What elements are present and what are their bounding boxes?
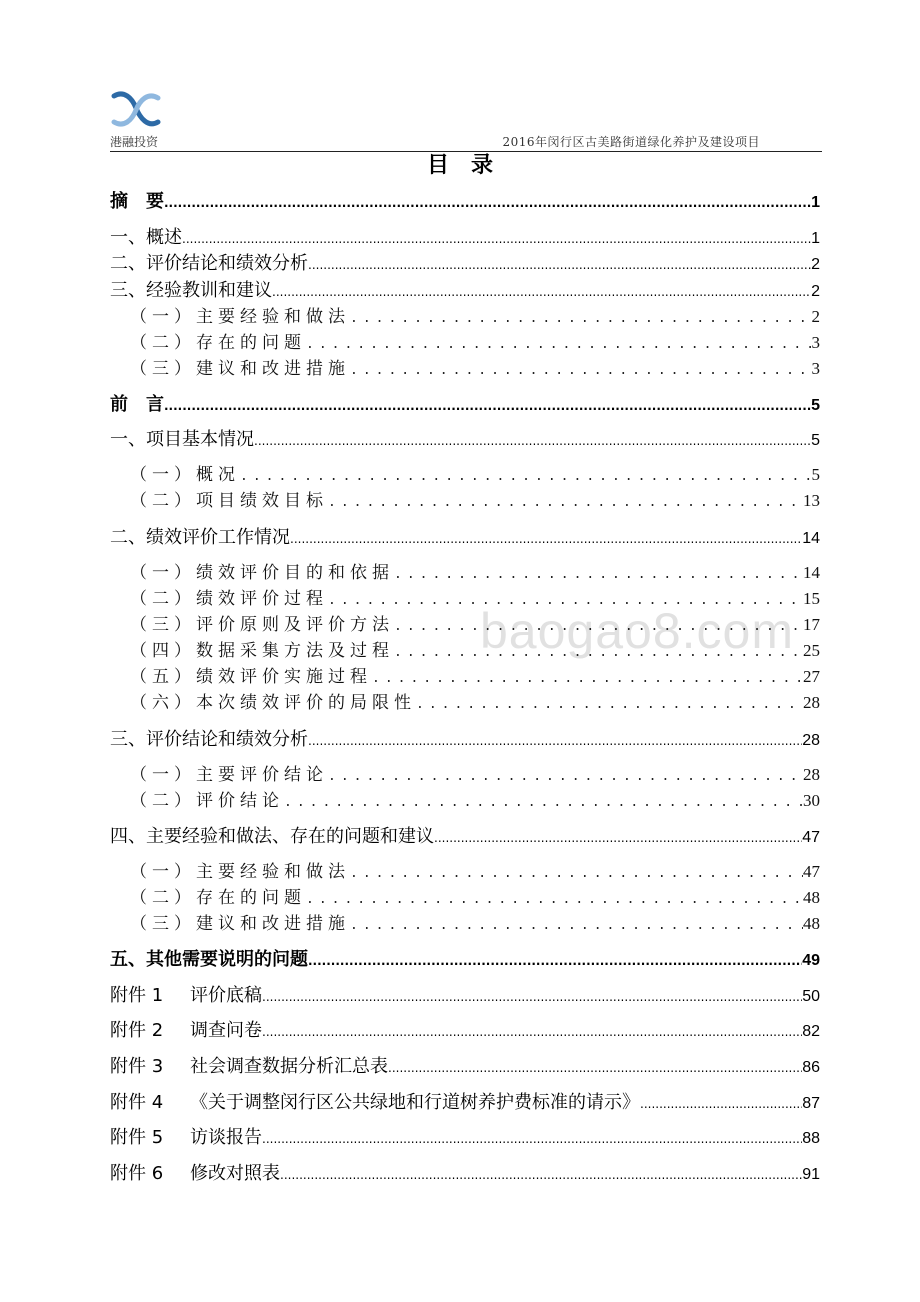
header-document-title: 2016年闵行区古美路街道绿化养护及建设项目 [502, 135, 760, 149]
toc-attachment[interactable] [110, 1055, 820, 1079]
toc-subentry[interactable] [130, 691, 820, 715]
toc-leader [308, 253, 811, 277]
toc-leader [306, 333, 812, 357]
toc-attachment[interactable] [110, 984, 820, 1008]
attachment-page: 87 [802, 1095, 820, 1112]
toc-leader [416, 693, 803, 717]
attachment-number: 附件 2 [110, 1020, 164, 1041]
toc-subentry-label: （二）项目绩效目标 [130, 491, 328, 511]
toc-entry-label: 摘 要 [110, 191, 164, 212]
company-logo [110, 88, 162, 132]
toc-subentry[interactable] [130, 789, 820, 813]
toc-entry-page: 14 [802, 530, 820, 547]
toc-subentry-page: 15 [803, 589, 820, 608]
toc-subentry-page: 3 [811, 333, 820, 352]
toc-leader [164, 394, 811, 418]
toc-leader [308, 729, 802, 753]
toc-entry-page: 28 [802, 732, 820, 749]
toc-leader [388, 1056, 802, 1080]
attachment-number: 附件 6 [110, 1163, 164, 1184]
toc-subentry-label: （五）绩效评价实施过程 [130, 667, 372, 687]
toc-subentry-label: （一）主要经验和做法 [130, 862, 350, 882]
toc-leader [394, 641, 803, 665]
toc-leader [350, 307, 812, 331]
toc-entry-page: 47 [802, 829, 820, 846]
toc-subentry-label: （二）绩效评价过程 [130, 589, 328, 609]
toc-leader [262, 1020, 802, 1044]
toc-leader [350, 914, 803, 938]
toc-leader [640, 1092, 802, 1116]
toc-entry-page: 49 [802, 952, 820, 969]
toc-subentry-page: 14 [803, 563, 820, 582]
attachment-label: 访谈报告 [190, 1127, 262, 1148]
toc-entry-page: 1 [811, 230, 820, 247]
toc-leader [350, 862, 803, 886]
toc-subentry[interactable] [130, 763, 820, 787]
toc-subentry[interactable] [130, 357, 820, 381]
attachment-label: 社会调查数据分析汇总表 [190, 1056, 388, 1077]
toc-leader [182, 227, 811, 251]
toc-entry-label: 二、评价结论和绩效分析 [110, 253, 308, 274]
toc-subentry[interactable] [130, 613, 820, 637]
toc-leader [272, 280, 811, 304]
company-name: 港融投资 [110, 135, 159, 149]
toc-subentry-label: （三）建议和改进措施 [130, 914, 350, 934]
toc-entry-label: 三、经验教训和建议 [110, 280, 272, 301]
toc-subentry-label: （四）数据采集方法及过程 [130, 641, 394, 661]
toc-leader [262, 985, 802, 1009]
toc-subentry-page: 28 [803, 765, 820, 784]
toc-attachment[interactable] [110, 1162, 820, 1186]
toc-title: 目录 [426, 153, 515, 178]
attachment-page: 50 [802, 988, 820, 1005]
toc-entry[interactable] [110, 226, 820, 250]
toc-leader [328, 491, 803, 515]
toc-entry[interactable] [110, 252, 820, 276]
toc-subentry-page: 30 [803, 791, 820, 810]
toc-entry-label: 五、其他需要说明的问题 [110, 949, 308, 970]
toc-entry[interactable] [110, 825, 820, 849]
toc-subentry[interactable] [130, 463, 820, 487]
toc-entry[interactable] [110, 393, 820, 417]
toc-subentry[interactable] [130, 860, 820, 884]
toc-leader [262, 1127, 802, 1151]
watermark: baogao8.com [480, 603, 795, 659]
attachment-number: 附件 5 [110, 1127, 164, 1148]
toc-entry[interactable] [110, 948, 820, 972]
toc-subentry-label: （二）存在的问题 [130, 333, 306, 353]
toc-entry[interactable] [110, 279, 820, 303]
toc-subentry-label: （三）评价原则及评价方法 [130, 615, 394, 635]
attachment-label: 调查问卷 [190, 1020, 262, 1041]
toc-entry-label: 一、概述 [110, 227, 182, 248]
attachment-number: 附件 3 [110, 1056, 164, 1077]
toc-entry[interactable] [110, 190, 820, 214]
toc-subentry-label: （一）主要评价结论 [130, 765, 328, 785]
toc-leader [372, 667, 803, 691]
toc-leader [306, 888, 803, 912]
toc-subentry-page: 27 [803, 667, 820, 686]
toc-subentry-page: 17 [803, 615, 820, 634]
toc-subentry[interactable] [130, 561, 820, 585]
toc-entry-page: 2 [811, 256, 820, 273]
toc-subentry-page: 25 [803, 641, 820, 660]
toc-leader [284, 791, 803, 815]
toc-entry-page: 5 [811, 432, 820, 449]
toc-attachment[interactable] [110, 1126, 820, 1150]
toc-subentry-label: （六）本次绩效评价的局限性 [130, 693, 416, 713]
header-rule [110, 151, 822, 152]
toc-subentry-label: （三）建议和改进措施 [130, 359, 350, 379]
toc-subentry-page: 13 [803, 491, 820, 510]
toc-leader [328, 589, 803, 613]
toc-entry-label: 四、主要经验和做法、存在的问题和建议 [110, 826, 434, 847]
toc-subentry-page: 48 [803, 914, 820, 933]
toc-subentry-label: （一）主要经验和做法 [130, 307, 350, 327]
toc-entry-label: 一、项目基本情况 [110, 429, 254, 450]
toc-subentry-page: 28 [803, 693, 820, 712]
toc-subentry[interactable] [130, 665, 820, 689]
toc-entry-label: 二、绩效评价工作情况 [110, 527, 290, 548]
toc-subentry-page: 2 [811, 307, 820, 326]
toc-entry-page: 2 [811, 283, 820, 300]
toc-subentry-page: 48 [803, 888, 820, 907]
toc-leader [328, 765, 803, 789]
toc-subentry[interactable] [130, 331, 820, 355]
toc-leader [434, 826, 802, 850]
attachment-label: 评价底稿 [190, 985, 262, 1006]
attachment-page: 91 [802, 1166, 820, 1183]
toc-leader [394, 563, 803, 587]
toc-attachment[interactable] [110, 1019, 820, 1043]
toc-entry-label: 前 言 [110, 394, 164, 415]
toc-entry-page: 5 [811, 397, 820, 414]
toc-subentry[interactable] [130, 639, 820, 663]
toc-subentry-page: 3 [811, 359, 820, 378]
toc-subentry-page: 5 [811, 465, 820, 484]
attachment-page: 88 [802, 1130, 820, 1147]
toc-entry-page: 1 [811, 194, 820, 211]
toc-leader [350, 359, 812, 383]
attachment-page: 86 [802, 1059, 820, 1076]
toc-entry[interactable] [110, 428, 820, 452]
toc-subentry[interactable] [130, 489, 820, 513]
attachment-label: 《关于调整闵行区公共绿地和行道树养护费标准的请示》 [190, 1092, 640, 1113]
toc-subentry[interactable] [130, 912, 820, 936]
toc-leader [240, 465, 812, 489]
toc-entry-label: 三、评价结论和绩效分析 [110, 729, 308, 750]
toc-leader [164, 191, 811, 215]
attachment-label: 修改对照表 [190, 1163, 280, 1184]
attachment-number: 附件 1 [110, 985, 164, 1006]
toc-subentry-label: （一）绩效评价目的和依据 [130, 563, 394, 583]
toc-entry[interactable] [110, 526, 820, 550]
attachment-page: 82 [802, 1023, 820, 1040]
toc-subentry[interactable] [130, 886, 820, 910]
toc-subentry-label: （二）存在的问题 [130, 888, 306, 908]
toc-leader [290, 527, 802, 551]
toc-leader [254, 429, 811, 453]
toc-leader [308, 949, 802, 973]
toc-subentry-label: （一）概况 [130, 465, 240, 485]
attachment-number: 附件 4 [110, 1092, 164, 1113]
toc-leader [280, 1163, 802, 1187]
toc-attachment[interactable] [110, 1091, 820, 1115]
toc-subentry[interactable] [130, 305, 820, 329]
toc-subentry-label: （二）评价结论 [130, 791, 284, 811]
toc-subentry-page: 47 [803, 862, 820, 881]
toc-entry[interactable] [110, 728, 820, 752]
toc-leader [394, 615, 803, 639]
toc-subentry[interactable] [130, 587, 820, 611]
